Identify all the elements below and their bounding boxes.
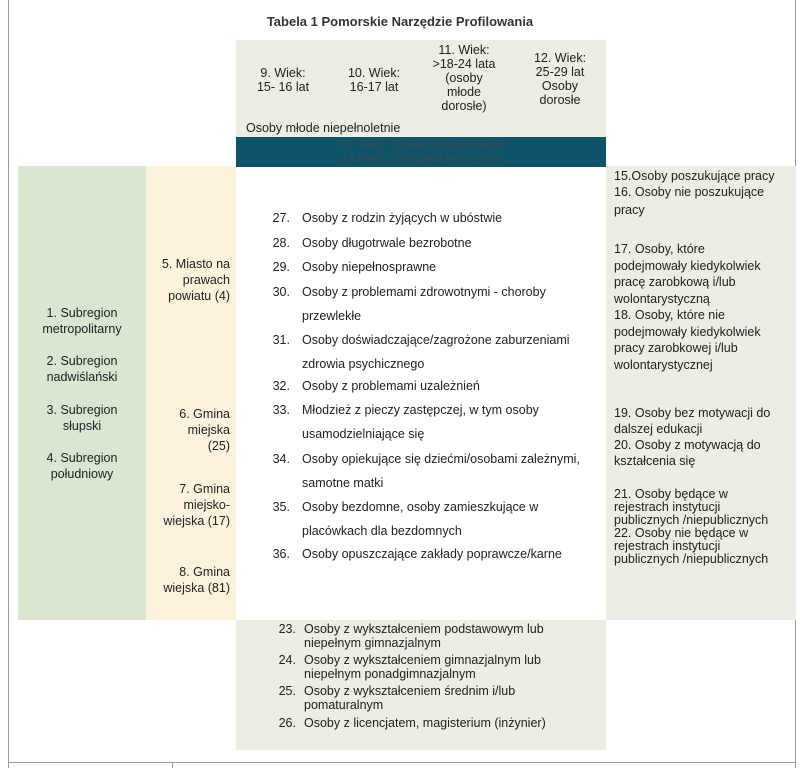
situation-34	[256, 447, 596, 495]
item-text: Osoby bezdomne, osoby zamieszkujące w	[302, 500, 539, 514]
municipality-7	[146, 481, 230, 529]
status-group-15-16	[614, 168, 790, 218]
item-text: Osoby doświadczające/zagrożone zaburzeniami	[302, 333, 570, 347]
age-line: dorosłe	[539, 93, 581, 107]
item-number: 34.	[272, 452, 290, 466]
situation-35	[256, 495, 596, 543]
status-group-21-22	[614, 488, 790, 566]
age-line: 11. Wiek:	[438, 43, 490, 57]
age-line: 9. Wiek:	[260, 66, 306, 80]
municipality-line: miejsko-	[183, 498, 230, 512]
item-number: 27.	[272, 211, 290, 225]
municipality-line: 7. Gmina	[179, 482, 230, 496]
item-text-continuation: niepełnym ponadgimnazjalnym	[304, 666, 476, 681]
item-text-continuation: niepełnym gimnazjalnym	[304, 635, 441, 650]
subregion-3	[18, 402, 146, 434]
item-text: Osoby z problemami zdrowotnymi - choroby	[302, 285, 546, 299]
age-line: 25-29 lat	[535, 65, 585, 79]
item-text: Osoby z licencjatem, magisterium (inżynier)	[304, 716, 546, 730]
age-note: Osoby młode niepełnoletnie	[246, 121, 401, 135]
status-line: podejmowały kiedykolwiek	[614, 258, 761, 273]
age-line: 16-17 lat	[349, 80, 399, 94]
subregion-line: 3. Subregion	[46, 403, 118, 417]
subregion-line: 2. Subregion	[46, 354, 118, 368]
age-line: 10. Wiek:	[347, 66, 401, 80]
municipality-line: (25)	[207, 439, 230, 453]
status-line: 15.Osoby poszukujące pracy	[614, 169, 775, 183]
situation-27	[256, 206, 596, 230]
status-line: publicznych /niepublicznych	[614, 513, 769, 527]
item-text: Osoby z wykształceniem gimnazjalnym lub	[304, 653, 541, 667]
situation-30	[256, 280, 596, 328]
subregion-2	[18, 353, 146, 385]
municipality-6	[146, 406, 230, 454]
status-line: podejmowały kiedykolwiek	[614, 324, 761, 339]
subregion-line: nadwiślański	[46, 370, 118, 384]
subregion-line: 4. Subregion	[46, 451, 118, 465]
status-line: 22. Osoby nie będące w	[614, 526, 749, 540]
status-line: 21. Osoby będące w	[614, 487, 728, 501]
item-number: 29.	[272, 260, 290, 274]
item-number: 23.	[278, 622, 296, 636]
status-line: 19. Osoby bez motywacji do	[614, 406, 771, 420]
municipality-line: 5. Miasto na	[161, 257, 230, 271]
age-line: (osoby	[445, 71, 483, 85]
subregion-line: słupski	[62, 419, 102, 433]
age-line: Osoby	[541, 79, 579, 93]
status-line: 18. Osoby, które nie	[614, 308, 725, 322]
age-group-9	[246, 66, 320, 94]
status-line: pracy	[614, 203, 645, 217]
municipality-line: 6. Gmina	[179, 407, 230, 421]
situation-28	[256, 231, 596, 255]
status-line: rejestrach instytucji	[614, 539, 721, 553]
subregion-line: 1. Subregion	[46, 306, 118, 320]
gender-male: 14.Płeć: Chłopak/Mężczyzna	[340, 152, 502, 166]
education-26	[276, 717, 596, 731]
status-line: dalszej edukacji	[614, 422, 703, 436]
item-number: 28.	[272, 236, 290, 250]
status-line: wolontarystycznej	[614, 357, 713, 372]
item-text: Osoby z wykształceniem podstawowym lub	[304, 622, 544, 636]
item-number: 35.	[272, 500, 290, 514]
item-number: 32.	[272, 379, 290, 393]
item-text-continuation: pomaturalnym	[304, 697, 384, 712]
situation-32	[256, 374, 596, 398]
item-number: 36.	[272, 547, 290, 561]
item-text: Osoby z problemami uzależnień	[302, 379, 480, 393]
situation-36	[256, 542, 596, 566]
subregion-column	[18, 166, 146, 620]
municipality-line: wiejska (81)	[163, 581, 230, 595]
municipality-8	[146, 564, 230, 596]
municipality-line: powiatu (4)	[168, 289, 230, 303]
bottom-rule	[8, 762, 796, 763]
status-line: wolontarystyczną	[614, 291, 710, 306]
status-group-17-18	[614, 241, 790, 373]
municipality-line: wiejska (17)	[163, 514, 230, 528]
status-line: kształcenia się	[614, 454, 696, 468]
status-line: pracy zarobkowej i/lub	[614, 341, 738, 355]
gender-female: 13. Płeć: Dziewczyna/Kobieta	[338, 138, 504, 152]
age-line: 15- 16 lat	[256, 80, 310, 94]
municipality-column	[146, 166, 236, 620]
subregion-4	[18, 450, 146, 482]
gender-bar	[236, 137, 606, 167]
subregion-line: południowy	[50, 467, 114, 481]
item-number: 24.	[278, 653, 296, 667]
municipality-line: 8. Gmina	[179, 565, 230, 579]
item-text: Osoby opiekujące się dziećmi/osobami zależnymi,	[302, 452, 580, 466]
situation-29	[256, 255, 596, 279]
age-group-10	[336, 66, 412, 94]
status-line: rejestrach instytucji	[614, 500, 721, 514]
subregion-1	[18, 305, 146, 337]
item-number: 25.	[278, 684, 296, 698]
item-text-continuation: przewlekłe	[302, 309, 362, 323]
table-title: Tabela 1 Pomorskie Narzędzie Profilowania	[266, 14, 534, 29]
municipality-line: miejska	[187, 423, 230, 437]
item-number: 26.	[278, 716, 296, 730]
item-text-continuation: usamodzielniające się	[302, 427, 425, 441]
item-text: Osoby z wykształceniem średnim i/lub	[304, 684, 516, 698]
municipality-5	[146, 256, 230, 304]
status-line: pracę zarobkową i/lub	[614, 275, 736, 289]
age-line: >18-24 lata	[432, 57, 496, 71]
age-line: dorosłe)	[441, 99, 487, 113]
item-text: Osoby długotrwale bezrobotne	[302, 236, 472, 250]
municipality-line: prawach	[182, 273, 230, 287]
status-line: 16. Osoby nie poszukujące	[614, 185, 765, 199]
status-group-19-20	[614, 405, 790, 469]
status-line: 20. Osoby z motywacją do	[614, 438, 761, 452]
item-text: Osoby niepełnosprawne	[302, 260, 437, 274]
age-group-11	[426, 43, 502, 113]
education-24	[276, 654, 596, 681]
education-25	[276, 685, 596, 712]
item-number: 31.	[272, 333, 290, 347]
age-line: 12. Wiek:	[533, 51, 587, 65]
item-text: Młodzież z pieczy zastępczej, w tym osoby	[302, 403, 539, 417]
item-text-continuation: zdrowia psychicznego	[302, 357, 425, 371]
item-text-continuation: placówkach dla bezdomnych	[302, 524, 462, 538]
item-text-continuation: samotne matki	[302, 476, 384, 490]
item-text: Osoby opuszczające zakłady poprawcze/karne	[302, 547, 562, 561]
age-line: młode	[446, 85, 482, 99]
status-line: publicznych /niepublicznych	[614, 552, 769, 566]
status-line: 17. Osoby, które	[614, 242, 705, 256]
education-23	[276, 623, 596, 650]
item-text: Osoby z rodzin żyjących w ubóstwie	[302, 211, 503, 225]
subregion-line: metropolitarny	[42, 322, 122, 336]
situation-31	[256, 328, 596, 376]
item-number: 33.	[272, 403, 290, 417]
situation-33	[256, 398, 596, 446]
age-group-12	[520, 51, 600, 107]
bottom-divider	[172, 762, 173, 768]
item-number: 30.	[272, 285, 290, 299]
